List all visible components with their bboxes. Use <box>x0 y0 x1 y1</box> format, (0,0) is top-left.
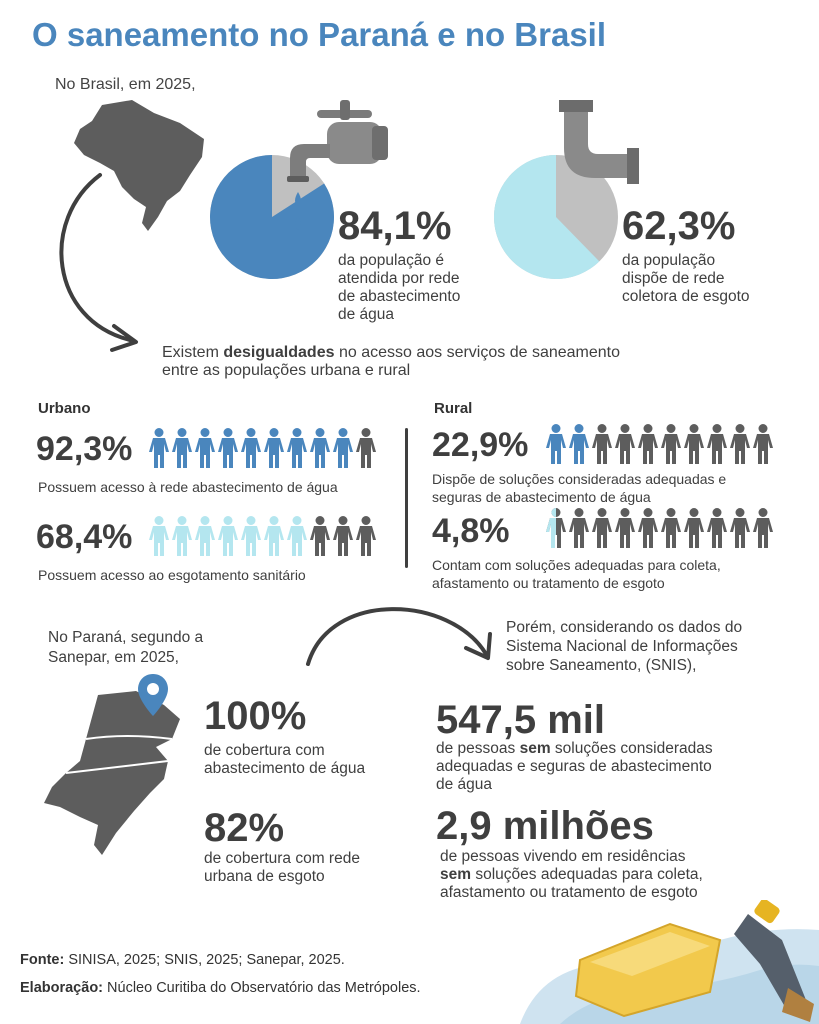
desc-line: afastamento ou tratamento de esgoto <box>432 575 665 591</box>
pipe-icon <box>555 98 645 188</box>
person-icon <box>194 516 216 556</box>
desc-line: da população é <box>338 252 445 269</box>
parana-water-value: 100% <box>204 694 307 738</box>
text-bold: sem <box>519 740 551 757</box>
person-icon <box>309 428 331 468</box>
desc-line: Dispõe de soluções consideradas adequadas e <box>432 471 727 487</box>
person-icon <box>637 508 659 548</box>
person-icon <box>752 508 774 548</box>
brasil-water-value: 84,1% <box>338 204 452 248</box>
desc-line: da população <box>622 252 716 269</box>
person-icon <box>263 516 285 556</box>
person-icon <box>683 424 705 464</box>
inequality-text <box>162 344 620 380</box>
person-icon <box>332 428 354 468</box>
person-icon <box>545 424 567 464</box>
desc-line: de água <box>338 306 395 323</box>
parana-water-desc <box>204 742 365 778</box>
rural-label: Rural <box>434 400 473 417</box>
person-icon <box>171 428 193 468</box>
section-divider <box>405 428 408 568</box>
snis-water-value: 547,5 mil <box>436 698 606 742</box>
text-part: soluções adequadas para coleta, <box>471 866 703 883</box>
desc-line: de cobertura com rede <box>204 850 360 867</box>
intro-line: Porém, considerando os dados do <box>506 619 743 636</box>
person-icon <box>217 516 239 556</box>
person-icon <box>637 424 659 464</box>
brasil-sewer-value: 62,3% <box>622 204 736 248</box>
desc-line: atendida por rede <box>338 270 460 287</box>
person-icon <box>286 516 308 556</box>
rural-water-desc <box>432 470 726 506</box>
snis-water-desc <box>436 740 713 794</box>
person-icon <box>545 508 567 548</box>
person-icon <box>752 424 774 464</box>
person-icon <box>171 516 193 556</box>
text-part: soluções consideradas <box>550 740 713 757</box>
rural-water-people <box>545 424 774 464</box>
person-icon <box>332 516 354 556</box>
desc-line: de pessoas vivendo em residências <box>440 848 686 865</box>
source-label: Fonte: <box>20 952 65 968</box>
source-text: SINISA, 2025; SNIS, 2025; Sanepar, 2025. <box>64 952 345 968</box>
person-icon <box>148 516 170 556</box>
page-title: O saneamento no Paraná e no Brasil <box>32 16 607 53</box>
desc-line: dispõe de rede <box>622 270 725 287</box>
text-part: no acesso aos serviços de saneamento <box>334 344 620 361</box>
person-icon <box>591 424 613 464</box>
parana-intro <box>48 628 203 668</box>
desc-line: abastecimento de água <box>204 760 366 777</box>
person-icon <box>660 508 682 548</box>
rural-water-value: 22,9% <box>432 426 529 464</box>
person-icon <box>568 424 590 464</box>
intro-line: No Paraná, segundo a <box>48 629 204 646</box>
person-icon <box>240 516 262 556</box>
person-icon <box>240 428 262 468</box>
person-icon <box>729 508 751 548</box>
intro-line: Sistema Nacional de Informações <box>506 638 738 655</box>
parana-sewer-desc <box>204 850 360 886</box>
curved-arrow-icon <box>30 170 160 355</box>
desc-line: de cobertura com <box>204 742 325 759</box>
intro-line: Sanepar, em 2025, <box>48 649 179 666</box>
footer-source <box>20 952 345 968</box>
desc-line: afastamento ou tratamento de esgoto <box>440 884 698 901</box>
person-icon <box>683 508 705 548</box>
trash-illustration-icon <box>520 900 819 1024</box>
urbano-water-people <box>148 428 377 468</box>
person-icon <box>614 424 636 464</box>
desc-line: seguras de abastecimento de água <box>432 489 651 505</box>
person-icon <box>660 424 682 464</box>
desc-line: de abastecimento <box>338 288 461 305</box>
desc-line: coletora de esgoto <box>622 288 750 305</box>
person-icon <box>194 428 216 468</box>
snis-sewer-value: 2,9 milhões <box>436 804 654 848</box>
person-icon <box>355 516 377 556</box>
location-pin-icon <box>136 672 170 718</box>
intro-line: sobre Saneamento, (SNIS), <box>506 657 697 674</box>
rural-sewer-people <box>545 508 774 548</box>
snis-intro <box>506 618 742 675</box>
person-icon <box>286 428 308 468</box>
credit-text: Núcleo Curitiba do Observatório das Metrópoles. <box>103 980 421 996</box>
desc-line: adequadas e seguras de abastecimento <box>436 758 712 775</box>
urbano-water-value: 92,3% <box>36 430 133 468</box>
person-icon <box>309 516 331 556</box>
text-bold: desigualdades <box>223 344 335 361</box>
text-line: entre as populações urbana e rural <box>162 362 411 379</box>
text-part: Existem <box>162 344 224 361</box>
desc-line: de água <box>436 776 493 793</box>
person-icon <box>591 508 613 548</box>
person-icon <box>706 424 728 464</box>
brasil-intro: No Brasil, em 2025, <box>55 76 196 93</box>
rural-sewer-value: 4,8% <box>432 512 510 550</box>
brasil-water-desc <box>338 252 460 324</box>
urbano-water-desc: Possuem acesso à rede abastecimento de água <box>38 479 338 495</box>
person-icon <box>729 424 751 464</box>
south-region-map-icon <box>36 675 196 865</box>
person-icon <box>355 428 377 468</box>
text-part: de pessoas <box>436 740 520 757</box>
text-bold: sem <box>440 866 472 883</box>
urbano-sewer-value: 68,4% <box>36 518 133 556</box>
snis-sewer-desc <box>440 848 703 902</box>
person-icon <box>706 508 728 548</box>
brasil-sewer-desc <box>622 252 750 306</box>
person-icon <box>217 428 239 468</box>
urbano-sewer-people <box>148 516 377 556</box>
urbano-label: Urbano <box>38 400 91 417</box>
curved-arrow-icon <box>300 600 500 670</box>
credit-label: Elaboração: <box>20 980 103 996</box>
urbano-sewer-desc: Possuem acesso ao esgotamento sanitário <box>38 567 306 583</box>
parana-sewer-value: 82% <box>204 806 285 850</box>
person-icon <box>148 428 170 468</box>
footer-credit <box>20 980 421 996</box>
rural-sewer-desc <box>432 556 721 592</box>
desc-line: Contam com soluções adequadas para coleta, <box>432 557 721 573</box>
desc-line: urbana de esgoto <box>204 868 325 885</box>
person-icon <box>614 508 636 548</box>
person-icon <box>263 428 285 468</box>
person-icon <box>568 508 590 548</box>
